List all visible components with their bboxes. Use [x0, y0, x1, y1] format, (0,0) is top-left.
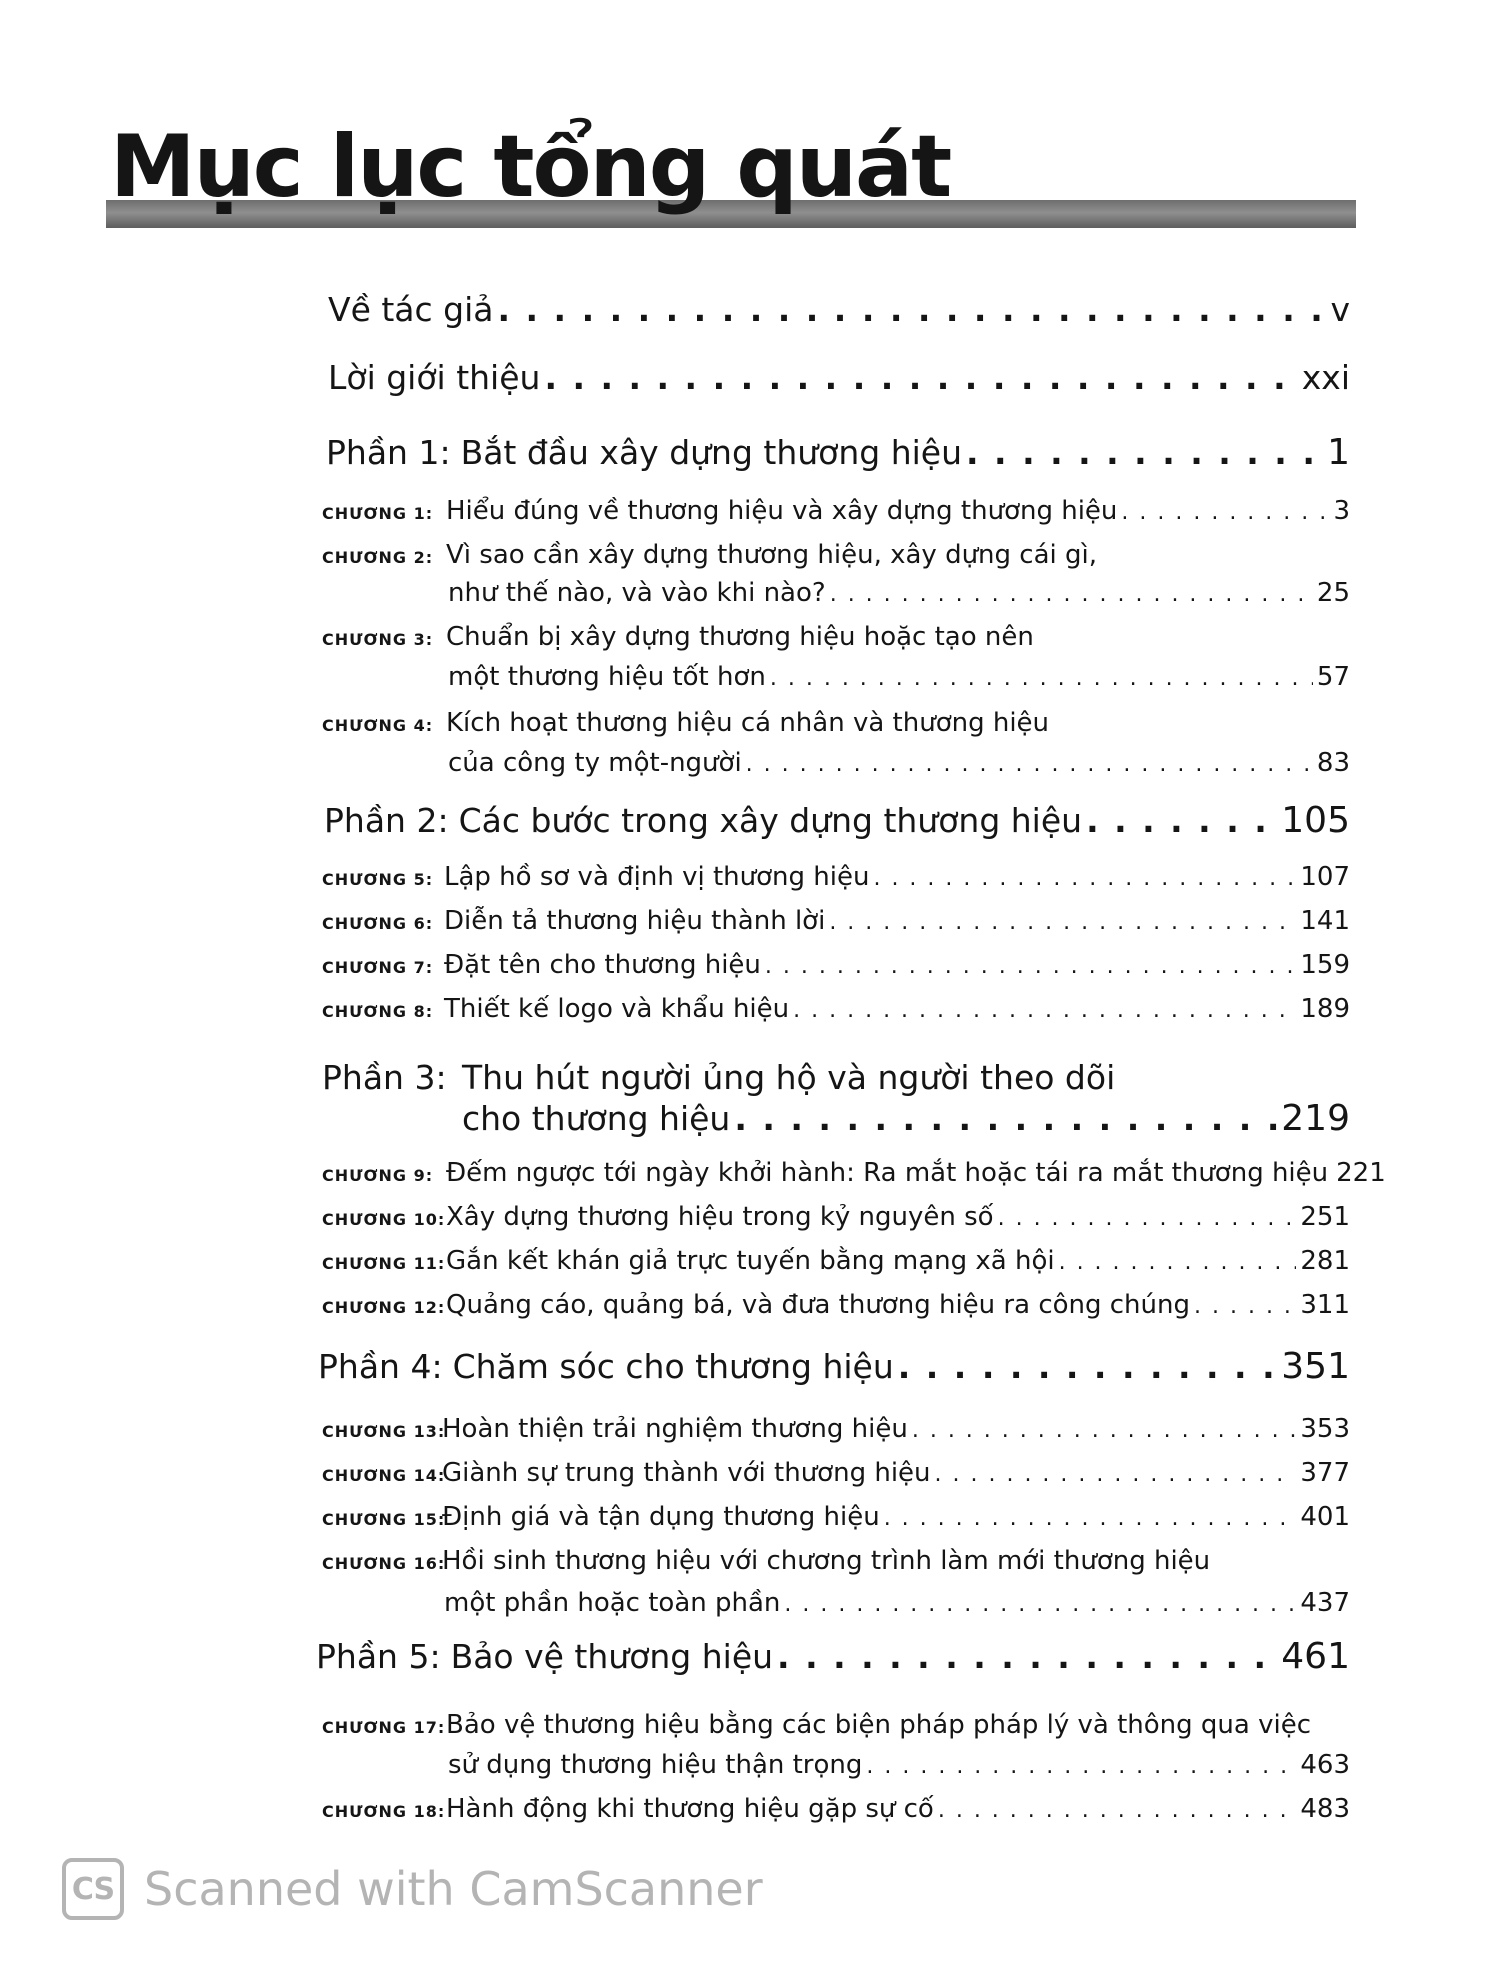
- page-number: 105: [1281, 800, 1350, 841]
- chapter-title-row: [442, 1502, 1350, 1532]
- dot-leader: [793, 994, 1296, 1024]
- chapter-title-row: [446, 1202, 1350, 1232]
- chapter-title-line1: Hồi sinh thương hiệu với chương trình làm mới thương hiệu: [442, 1546, 1211, 1576]
- dot-leader: [866, 1750, 1296, 1780]
- page-number: xxi: [1301, 358, 1350, 397]
- chapter-title: Quảng cáo, quảng bá, và đưa thương hiệu ra công chúng: [446, 1290, 1190, 1320]
- page-number: 437: [1300, 1588, 1350, 1618]
- entry-title: Về tác giả: [328, 290, 494, 329]
- part-title-row: [326, 432, 1350, 473]
- page-number: 107: [1300, 862, 1350, 892]
- dot-leader: [1086, 801, 1277, 840]
- page-number: 1: [1327, 432, 1350, 473]
- chapter-title-row: [448, 578, 1350, 608]
- dot-leader: [830, 578, 1313, 608]
- dot-leader: [544, 358, 1297, 397]
- camscanner-watermark: [62, 1858, 763, 1920]
- chapter-title: Lập hồ sơ và định vị thương hiệu: [444, 862, 870, 892]
- chapter-title-line1: Kích hoạt thương hiệu cá nhân và thương hiệu: [446, 708, 1050, 738]
- part-title: Các bước trong xây dựng thương hiệu: [458, 801, 1083, 840]
- page-number: v: [1330, 290, 1350, 329]
- dot-leader: [746, 748, 1313, 778]
- dot-leader: [912, 1414, 1297, 1444]
- chapter-number: CHƯƠNG 8:: [322, 1002, 434, 1021]
- chapter-number: CHƯƠNG 17:: [322, 1718, 446, 1737]
- chapter-title-row: [446, 1158, 1386, 1188]
- front-matter-entry: [328, 290, 1350, 329]
- chapter-title: Gắn kết khán giả trực tuyến bằng mạng xã hội: [446, 1246, 1055, 1276]
- part-label: Phần 2:: [324, 801, 449, 840]
- chapter-title: Diễn tả thương hiệu thành lời: [444, 906, 826, 936]
- part-title: Chăm sóc cho thương hiệu: [452, 1347, 894, 1386]
- chapter-number: CHƯƠNG 16:: [322, 1554, 446, 1573]
- dot-leader: [1059, 1246, 1297, 1276]
- part-title: Bảo vệ thương hiệu: [450, 1637, 774, 1676]
- page-number: 83: [1316, 748, 1350, 778]
- chapter-number: CHƯƠNG 9:: [322, 1166, 434, 1185]
- part-title-row: [324, 800, 1350, 841]
- chapter-title: Hiểu đúng về thương hiệu và xây dựng thương hiệu: [446, 496, 1118, 526]
- chapter-number: CHƯƠNG 13:: [322, 1422, 446, 1441]
- dot-leader: [777, 1637, 1277, 1676]
- page-title: Mục lục tổng quát: [110, 117, 951, 217]
- dot-leader: [770, 662, 1313, 692]
- chapter-title-row: [444, 994, 1350, 1024]
- chapter-title-row: [444, 950, 1350, 980]
- chapter-title-line1: Chuẩn bị xây dựng thương hiệu hoặc tạo nên: [446, 622, 1034, 652]
- page-number: 189: [1300, 994, 1350, 1024]
- part-title-row: [316, 1636, 1350, 1677]
- page-number: 159: [1300, 950, 1350, 980]
- chapter-title: Hành động khi thương hiệu gặp sự cố: [446, 1794, 934, 1824]
- page-number: 483: [1300, 1794, 1350, 1824]
- dot-leader: [765, 950, 1296, 980]
- page-number: 219: [1281, 1098, 1350, 1139]
- chapter-title: của công ty một-người: [448, 748, 742, 778]
- front-matter-entry: [328, 358, 1350, 397]
- dot-leader: [873, 862, 1296, 892]
- dot-leader: [1121, 496, 1329, 526]
- dot-leader: [938, 1794, 1297, 1824]
- dot-leader: [829, 906, 1296, 936]
- part-label: Phần 4:: [318, 1347, 443, 1386]
- part-title-line1: Thu hút người ủng hộ và người theo dõi: [462, 1058, 1116, 1097]
- page-number: 401: [1300, 1502, 1350, 1532]
- dot-leader: [966, 433, 1323, 472]
- chapter-title: Thiết kế logo và khẩu hiệu: [444, 994, 790, 1024]
- dot-leader: [498, 290, 1327, 329]
- entry-title: Lời giới thiệu: [328, 358, 541, 397]
- part-title: Bắt đầu xây dựng thương hiệu: [460, 433, 963, 472]
- page-number: 351: [1281, 1346, 1350, 1387]
- chapter-number: CHƯƠNG 14:: [322, 1466, 446, 1485]
- chapter-number: CHƯƠNG 10:: [322, 1210, 446, 1229]
- dot-leader: [935, 1458, 1297, 1488]
- chapter-number: CHƯƠNG 4:: [322, 716, 434, 735]
- chapter-number: CHƯƠNG 15:: [322, 1510, 446, 1529]
- chapter-title-row: [446, 1246, 1350, 1276]
- part-label: Phần 5:: [316, 1637, 441, 1676]
- chapter-number: CHƯƠNG 11:: [322, 1254, 446, 1273]
- page-number: 57: [1316, 662, 1350, 692]
- chapter-title: Đếm ngược tới ngày khởi hành: Ra mắt hoặc tái ra mắt thương hiệu: [446, 1158, 1329, 1188]
- chapter-title-line1: Bảo vệ thương hiệu bằng các biện pháp pháp lý và thông qua việc: [446, 1710, 1312, 1740]
- part-title-row: [318, 1346, 1350, 1387]
- dot-leader: [998, 1202, 1297, 1232]
- chapter-title: Hoàn thiện trải nghiệm thương hiệu: [442, 1414, 908, 1444]
- chapter-number: CHƯƠNG 2:: [322, 548, 434, 567]
- chapter-number: CHƯƠNG 18:: [322, 1802, 446, 1821]
- part-title-row: [462, 1098, 1350, 1139]
- chapter-title-row: [444, 906, 1350, 936]
- chapter-title-line1: Vì sao cần xây dựng thương hiệu, xây dựng cái gì,: [446, 540, 1098, 570]
- chapter-title-row: [448, 662, 1350, 692]
- chapter-number: CHƯƠNG 5:: [322, 870, 434, 889]
- chapter-title: Định giá và tận dụng thương hiệu: [442, 1502, 880, 1532]
- chapter-title-row: [442, 1414, 1350, 1444]
- chapter-title: Đặt tên cho thương hiệu: [444, 950, 761, 980]
- chapter-title-row: [444, 1588, 1350, 1618]
- page-number: 251: [1300, 1202, 1350, 1232]
- watermark-text: Scanned with CamScanner: [144, 1862, 763, 1916]
- chapter-title-row: [446, 496, 1350, 526]
- dot-leader: [1194, 1290, 1296, 1320]
- chapter-title: như thế nào, và vào khi nào?: [448, 578, 826, 608]
- chapter-title: một phần hoặc toàn phần: [444, 1588, 781, 1618]
- part-title: cho thương hiệu: [462, 1099, 731, 1138]
- chapter-number: CHƯƠNG 1:: [322, 504, 434, 523]
- chapter-number: CHƯƠNG 7:: [322, 958, 434, 977]
- page-number: 141: [1300, 906, 1350, 936]
- chapter-title-row: [448, 1750, 1350, 1780]
- dot-leader: [884, 1502, 1297, 1532]
- page-number: 311: [1300, 1290, 1350, 1320]
- page-number: 461: [1281, 1636, 1350, 1677]
- page-number: 353: [1300, 1414, 1350, 1444]
- chapter-title: Xây dựng thương hiệu trong kỷ nguyên số: [446, 1202, 994, 1232]
- chapter-title-row: [446, 1290, 1350, 1320]
- dot-leader: [784, 1588, 1296, 1618]
- page-number: 377: [1300, 1458, 1350, 1488]
- chapter-title-row: [448, 748, 1350, 778]
- chapter-title-row: [444, 862, 1350, 892]
- page-number: 281: [1300, 1246, 1350, 1276]
- chapter-title-row: [446, 1794, 1350, 1824]
- chapter-number: CHƯƠNG 6:: [322, 914, 434, 933]
- dot-leader: [898, 1347, 1278, 1386]
- chapter-title: sử dụng thương hiệu thận trọng: [448, 1750, 863, 1780]
- camscanner-logo-icon: CS: [62, 1858, 124, 1920]
- page-number: 463: [1300, 1750, 1350, 1780]
- chapter-title: Giành sự trung thành với thương hiệu: [442, 1458, 931, 1488]
- chapter-number: CHƯƠNG 12:: [322, 1298, 446, 1317]
- dot-leader: [734, 1099, 1277, 1138]
- chapter-title: một thương hiệu tốt hơn: [448, 662, 766, 692]
- page-number: 25: [1316, 578, 1350, 608]
- page-number: 3: [1333, 496, 1350, 526]
- part-label: Phần 3:: [322, 1058, 447, 1097]
- part-label: Phần 1:: [326, 433, 451, 472]
- chapter-number: CHƯƠNG 3:: [322, 630, 434, 649]
- chapter-title-row: [442, 1458, 1350, 1488]
- page-number: 221: [1336, 1158, 1386, 1188]
